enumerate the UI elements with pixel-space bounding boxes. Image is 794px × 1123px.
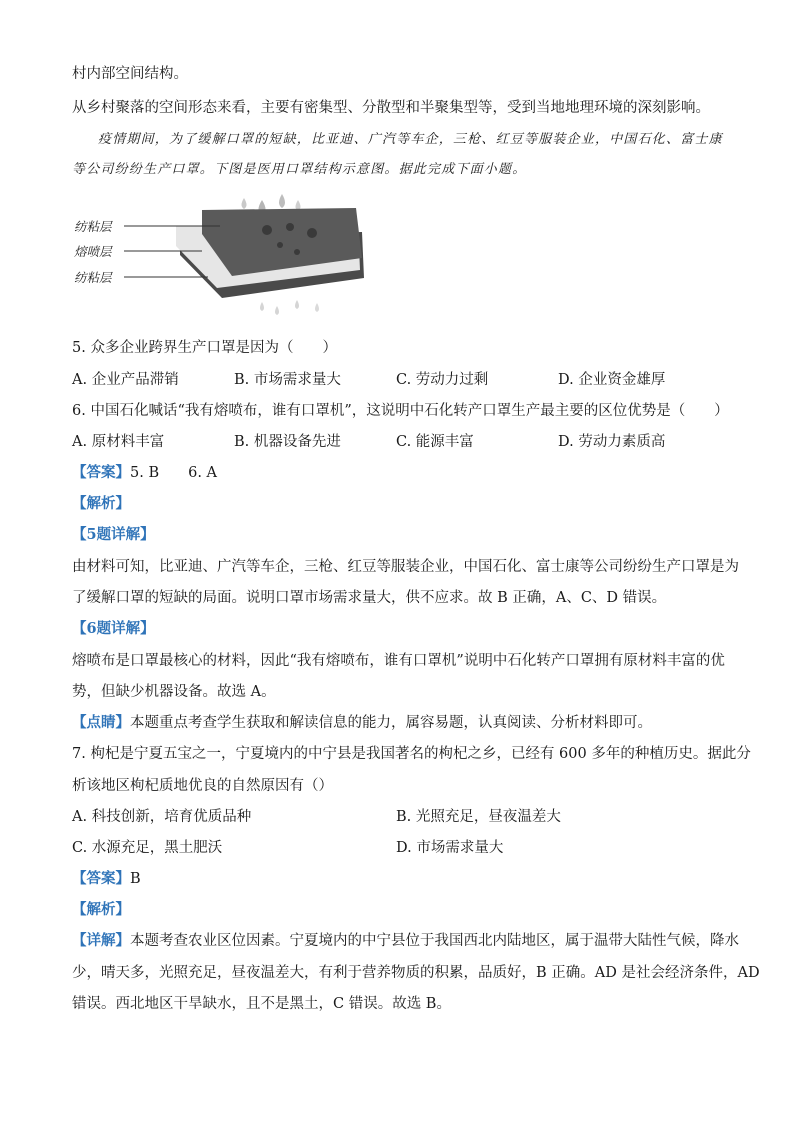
mask-structure-figure (72, 190, 372, 320)
detail-text: 本题考查农业区位因素。宁夏境内的中宁县位于我国西北内陆地区，属于温带大陆性气候，降水 (130, 933, 739, 949)
analysis-heading-2: 【解析】 (72, 901, 130, 918)
q5-detail-line-1: 由材料可知，比亚迪、广汽等车企，三枪、红豆等服装企业，中国石化、富士康等公司纷纷生产口罩是为 (72, 559, 739, 575)
droplet-icon (279, 194, 285, 208)
q5-stem: 5. 众多企业跨界生产口罩是因为（ ） (72, 340, 337, 356)
q7-option-b[interactable]: B. 光照充足，昼夜温差大 (396, 809, 561, 825)
q7-option-a[interactable]: A. 科技创新，培育优质品种 (72, 809, 252, 825)
particle-dot (277, 242, 283, 248)
droplet-icon (242, 198, 247, 209)
q7-option-c[interactable]: C. 水源充足，黑土肥沃 (72, 840, 223, 856)
q6-option-b[interactable]: B. 机器设备先进 (234, 434, 341, 450)
droplet-icon (260, 302, 264, 311)
key-point-tag: 【点睛】 (72, 714, 130, 731)
detail-tag: 【详解】 (72, 932, 130, 949)
droplet-icon (315, 303, 319, 312)
q5-detail-line-2: 了缓解口罩的短缺的局面。说明口罩市场需求量大，供不应求。故 B 正确，A、C、D 错误。 (72, 590, 667, 606)
q7-detail-line-3: 错误。西北地区干旱缺水，且不是黑土，C 错误。故选 B。 (72, 996, 451, 1012)
key-point-text: 本题重点考查学生获取和解读信息的能力，属容易题，认真阅读、分析材料即可。 (130, 715, 652, 731)
answer-text: B (130, 871, 141, 887)
q5-option-d[interactable]: D. 企业资金雄厚 (558, 372, 666, 388)
q7-detail-line-2: 少，晴天多，光照充足，昼夜温差大，有利于营养物质的积累，品质好，B 正确。AD 是社会经济条件，AD (72, 965, 760, 981)
q6-detail-heading: 【6题详解】 (72, 620, 155, 637)
q6-option-a[interactable]: A. 原材料丰富 (72, 434, 165, 450)
answer-tag: 【答案】 (72, 464, 130, 481)
q6-detail-line-2: 势，但缺少机器设备。故选 A。 (72, 684, 276, 700)
droplet-icon (295, 300, 299, 309)
label-spunbond-bottom: 纺粘层 (74, 270, 112, 285)
droplet-icon (275, 306, 279, 315)
q5-option-a[interactable]: A. 企业产品滞销 (72, 372, 179, 388)
q5-option-c[interactable]: C. 劳动力过剩 (396, 372, 489, 388)
particle-dot (262, 225, 272, 235)
answer-5-6 (72, 463, 217, 483)
label-meltblown: 熔喷层 (74, 244, 112, 259)
particle-dot (307, 228, 317, 238)
answer-7 (72, 869, 141, 889)
intro-line-1: 村内部空间结构。 (72, 66, 188, 82)
material-line-2: 等公司纷纷生产口罩。下图是医用口罩结构示意图。据此完成下面小题。 (72, 162, 527, 177)
q7-stem-line-1: 7. 枸杞是宁夏五宝之一，宁夏境内的中宁县是我国著名的枸杞之乡，已经有 600 多年的种植历史。据此分 (72, 746, 751, 762)
key-point (72, 713, 652, 733)
label-spunbond-top: 纺粘层 (74, 219, 112, 234)
particle-dot (286, 223, 294, 231)
analysis-heading: 【解析】 (72, 495, 130, 512)
q6-detail-line-1: 熔喷布是口罩最核心的材料，因此“我有熔喷布，谁有口罩机”说明中石化转产口罩拥有原材料丰富的优 (72, 653, 725, 669)
answer-tag: 【答案】 (72, 870, 130, 887)
q7-option-d[interactable]: D. 市场需求量大 (396, 840, 504, 856)
q5-detail-heading: 【5题详解】 (72, 526, 155, 543)
answer-text: 5. B 6. A (130, 465, 218, 481)
q7-stem-line-2: 析该地区枸杞质地优良的自然原因有（） (72, 778, 333, 794)
q6-option-c[interactable]: C. 能源丰富 (396, 434, 474, 450)
q7-detail-line-1 (72, 931, 739, 951)
q6-stem: 6. 中国石化喊话“我有熔喷布，谁有口罩机”，这说明中石化转产口罩生产最主要的区位优势是（ ） (72, 403, 729, 419)
q5-option-b[interactable]: B. 市场需求量大 (234, 372, 341, 388)
q6-option-d[interactable]: D. 劳动力素质高 (558, 434, 666, 450)
particle-dot (294, 249, 300, 255)
mask-layers-illustration (72, 190, 372, 320)
intro-line-2: 从乡村聚落的空间形态来看，主要有密集型、分散型和半聚集型等，受到当地地理环境的深刻影响。 (72, 100, 710, 116)
material-line-1: 疫情期间，为了缓解口罩的短缺，比亚迪、广汽等车企，三枪、红豆等服装企业，中国石化、富士康 (98, 132, 723, 147)
